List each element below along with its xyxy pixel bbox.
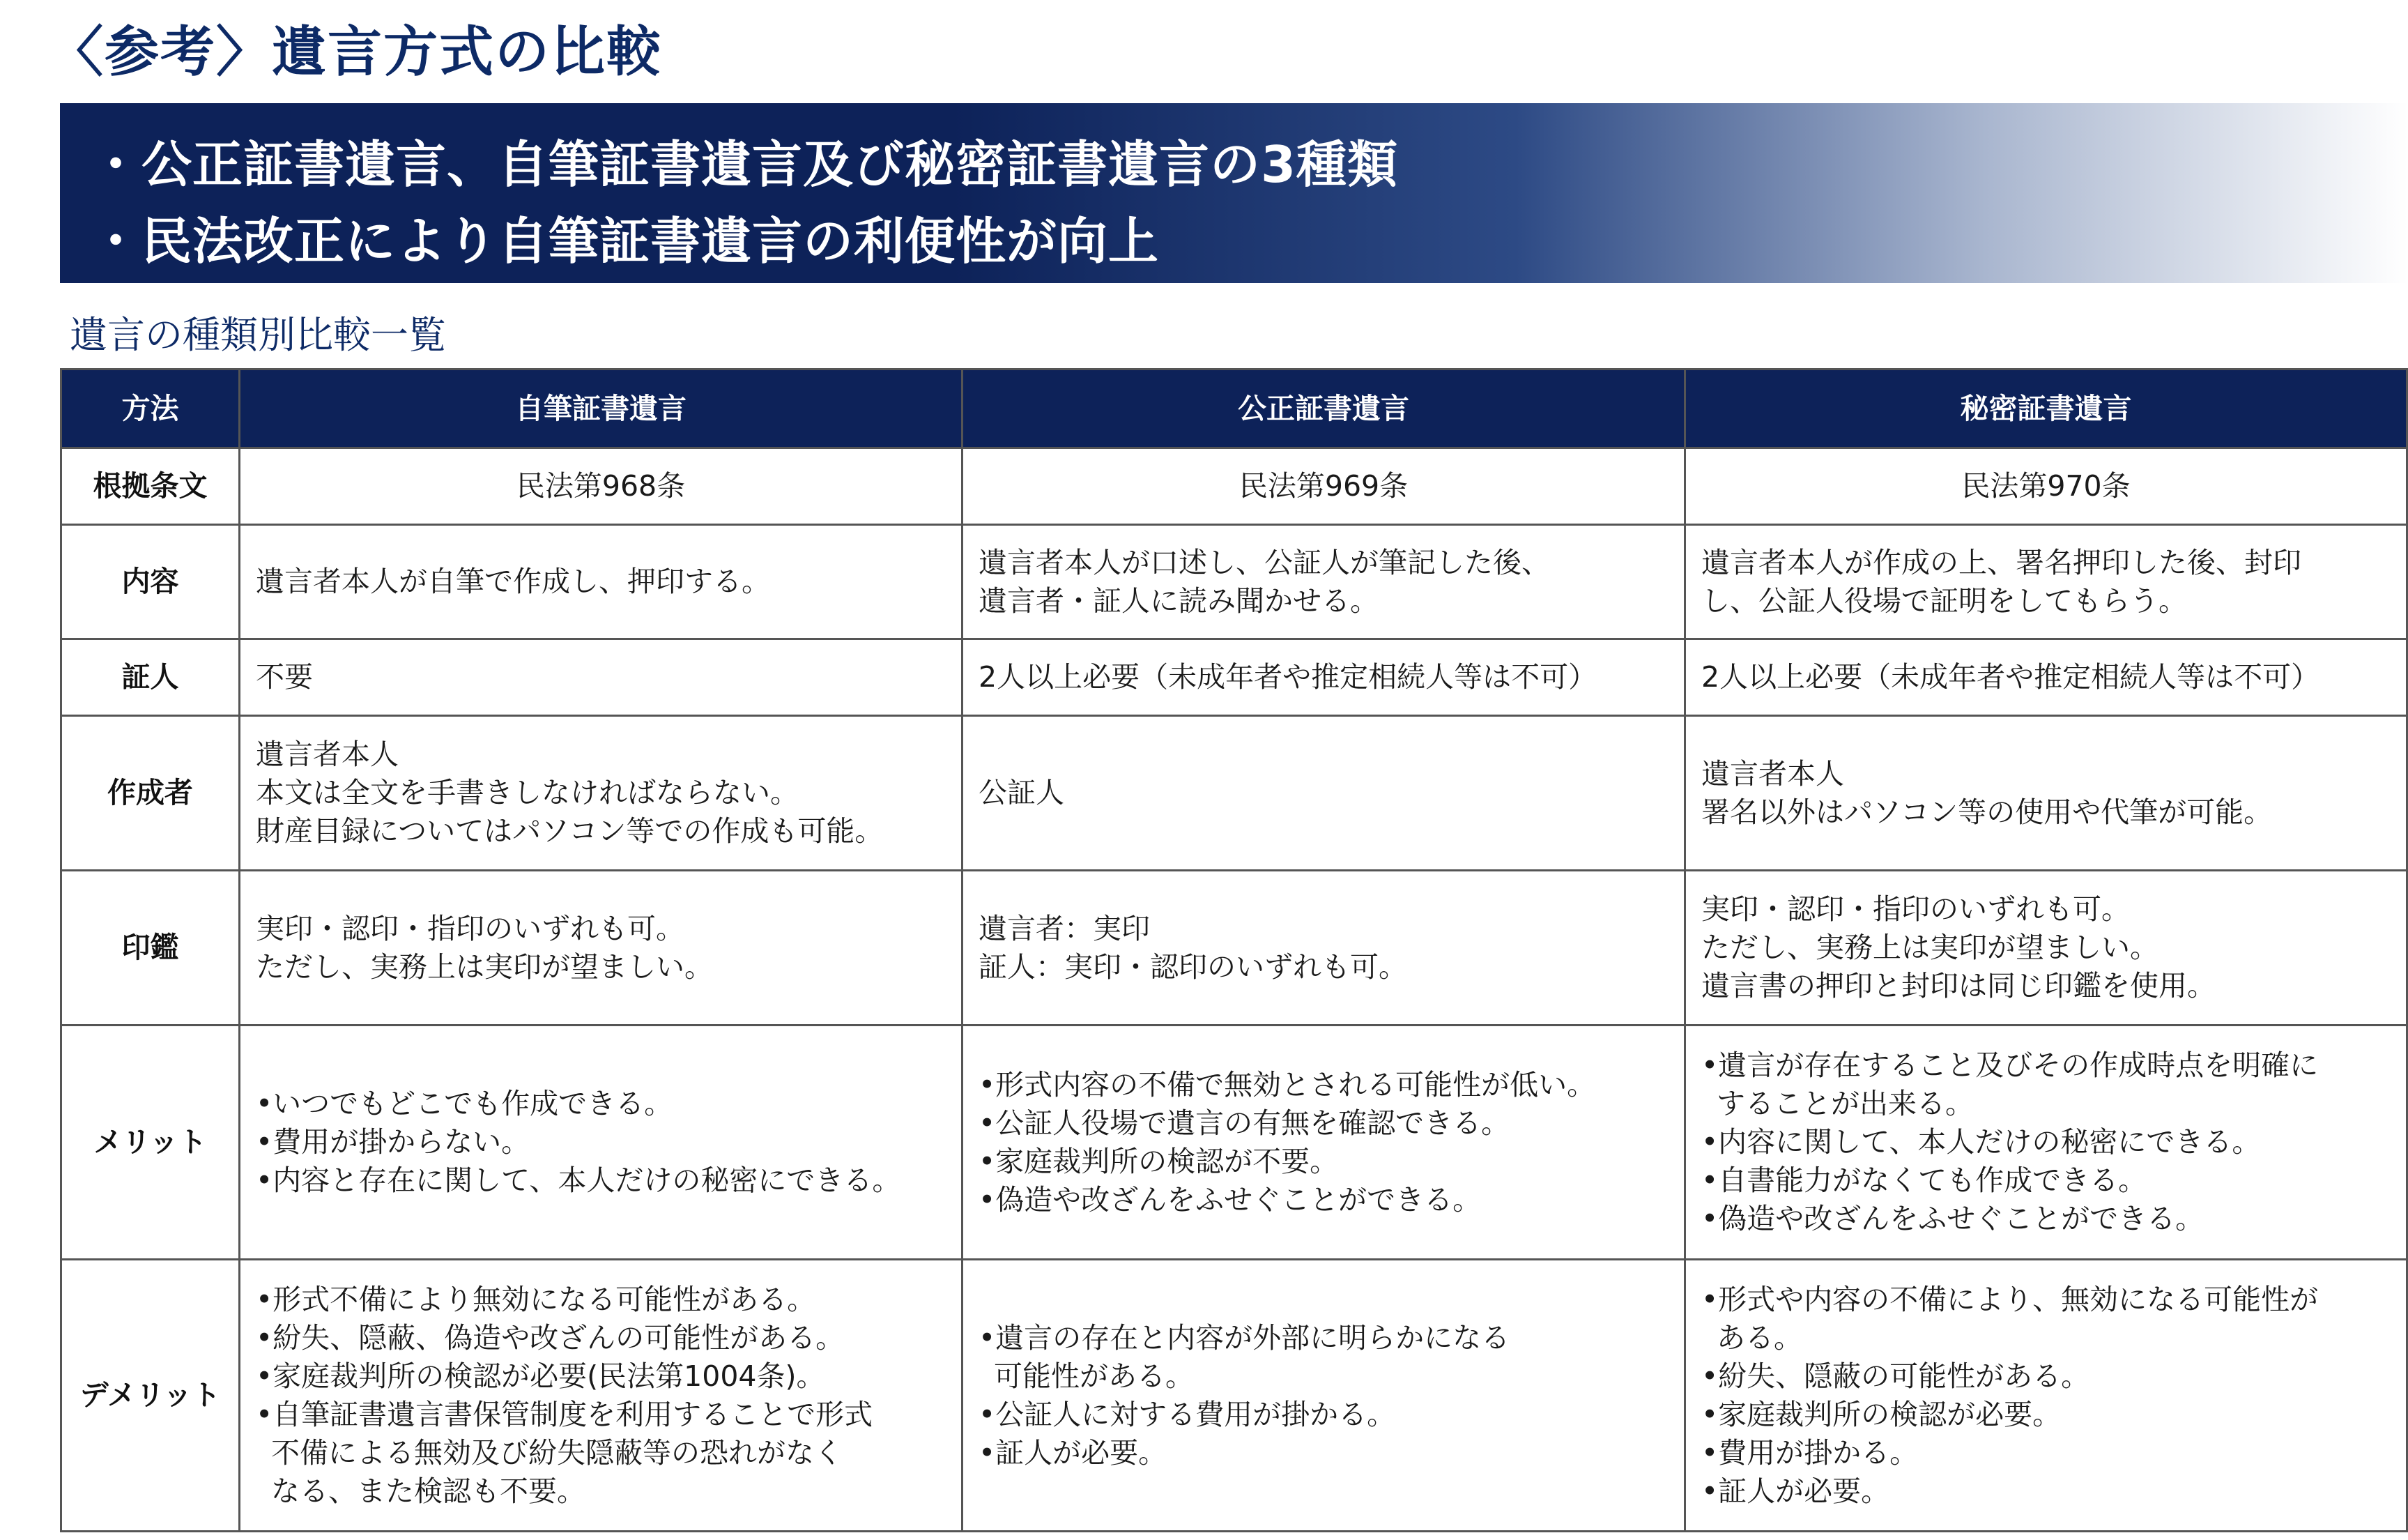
comparison-table [60, 368, 2408, 1532]
cell-secret [1685, 871, 2407, 1026]
banner-line-2: ・民法改正により自筆証書遺言の利便性が向上 [91, 212, 1160, 270]
cell-text-line: •費用が掛からない。 [256, 1125, 530, 1159]
table-header-row [61, 369, 2407, 448]
cell-text-line: •いつでもどこでも作成できる。 [256, 1087, 673, 1120]
cell-text-line: 実印・認印・指印のいずれも可。 [1701, 892, 2130, 926]
cell-text-line: •遺言が存在すること及びその作成時点を明確に [1701, 1049, 2319, 1082]
table-row [61, 639, 2407, 716]
header-method: 方法 [61, 369, 240, 448]
cell-text-line: 遺言書の押印と封印は同じ印鑑を使用。 [1701, 969, 2216, 1002]
header-notarial: 公正証書遺言 [963, 369, 1685, 448]
cell-holographic [240, 1260, 963, 1532]
cell-text-line: •家庭裁判所の検認が必要。 [1701, 1397, 2062, 1431]
cell-secret [1685, 448, 2407, 525]
cell-text-line: 民法第970条 [1961, 469, 2131, 503]
banner-line-1: ・公正証書遺言、自筆証書遺言及び秘密証書遺言の3種類 [91, 135, 1399, 194]
cell-text-line: •費用が掛かる。 [1701, 1435, 1919, 1470]
cell-notarial [963, 1026, 1685, 1260]
cell-text-line: し、公証人役場で証明をしてもらう。 [1701, 584, 2187, 618]
row-label: 内容 [61, 525, 240, 639]
cell-text-line: •証人が必要。 [1701, 1474, 1890, 1508]
cell-secret [1685, 1026, 2407, 1260]
cell-text-line: 遺言者・証人に読み聞かせる。 [979, 584, 1379, 618]
cell-notarial [963, 1260, 1685, 1532]
page-title: 〈参考〉遺言方式の比較 [49, 21, 663, 84]
row-label: 根拠条文 [61, 448, 240, 525]
cell-text-line: 遺言者本人 [256, 738, 399, 771]
cell-text-line: 2人以上必要（未成年者や推定相続人等は不可） [1701, 660, 2320, 694]
cell-holographic [240, 871, 963, 1026]
cell-text-line: 遺言者本人が作成の上、署名押印した後、封印 [1701, 545, 2301, 579]
cell-text-line: ある。 [1717, 1320, 1802, 1355]
cell-text-line: 遺言者本人が口述し、公証人が筆記した後、 [979, 545, 1550, 579]
cell-text-line: •家庭裁判所の検認が必要(民法第1004条)。 [256, 1359, 825, 1393]
cell-text-line: 不要 [256, 660, 313, 694]
cell-text-line: 2人以上必要（未成年者や推定相続人等は不可） [979, 660, 1597, 694]
cell-text-line: •形式や内容の不備により、無効になる可能性が [1701, 1282, 2319, 1316]
cell-text-line: 遺言者本人が自筆で作成し、押印する。 [256, 565, 770, 598]
table-row [61, 448, 2407, 525]
cell-text-line: 民法第969条 [1238, 469, 1409, 503]
cell-text-line: •偽造や改ざんをふせぐことができる。 [1701, 1202, 2204, 1235]
row-label: デメリット [61, 1260, 240, 1532]
row-label: メリット [61, 1026, 240, 1260]
cell-holographic [240, 525, 963, 639]
cell-text-line: •紛失、隠蔽の可能性がある。 [1701, 1359, 2090, 1393]
cell-text-line: 実印・認印・指印のいずれも可。 [256, 911, 684, 945]
table-row [61, 525, 2407, 639]
row-label: 証人 [61, 639, 240, 716]
cell-text-line: •公証人役場で遺言の有無を確認できる。 [979, 1106, 1510, 1140]
cell-text-line: ただし、実務上は実印が望ましい。 [1701, 931, 2158, 964]
cell-notarial [963, 716, 1685, 871]
summary-banner [60, 103, 2408, 283]
cell-text-line: •紛失、隠蔽、偽造や改ざんの可能性がある。 [256, 1320, 845, 1355]
cell-text-line: •証人が必要。 [979, 1435, 1167, 1470]
cell-text-line: •自筆証書遺言書保管制度を利用することで形式 [256, 1397, 873, 1431]
cell-text-line: 財産目録についてはパソコン等での作成も可能。 [256, 814, 884, 848]
cell-text-line: 可能性がある。 [994, 1359, 1194, 1393]
cell-text-line: ただし、実務上は実印が望ましい。 [256, 950, 713, 984]
header-secret: 秘密証書遺言 [1685, 369, 2407, 448]
cell-text-line: •遺言の存在と内容が外部に明らかになる [979, 1320, 1510, 1355]
cell-secret [1685, 639, 2407, 716]
table-row [61, 1260, 2407, 1532]
cell-secret [1685, 716, 2407, 871]
cell-text-line: することが出来る。 [1717, 1087, 1974, 1120]
cell-secret [1685, 1260, 2407, 1532]
table-row [61, 871, 2407, 1026]
cell-holographic [240, 448, 963, 525]
cell-notarial [963, 639, 1685, 716]
cell-holographic [240, 639, 963, 716]
cell-secret [1685, 525, 2407, 639]
header-holographic: 自筆証書遺言 [240, 369, 963, 448]
cell-notarial [963, 871, 1685, 1026]
cell-text-line: •家庭裁判所の検認が不要。 [979, 1144, 1339, 1178]
cell-text-line: 証人：実印・認印のいずれも可。 [979, 950, 1407, 984]
table-title: 遺言の種類別比較一覧 [70, 313, 446, 357]
cell-text-line: なる、また検認も不要。 [271, 1474, 585, 1508]
cell-text-line: •偽造や改ざんをふせぐことができる。 [979, 1182, 1482, 1217]
cell-text-line: 遺言者：実印 [979, 911, 1150, 945]
cell-text-line: 不備による無効及び紛失隠蔽等の恐れがなく [271, 1435, 843, 1470]
cell-text-line: •内容に関して、本人だけの秘密にできる。 [1701, 1125, 2261, 1159]
cell-holographic [240, 1026, 963, 1260]
table-row [61, 1026, 2407, 1260]
cell-notarial [963, 448, 1685, 525]
row-label: 印鑑 [61, 871, 240, 1026]
cell-text-line: •公証人に対する費用が掛かる。 [979, 1397, 1396, 1431]
cell-text-line: •形式不備により無効になる可能性がある。 [256, 1282, 816, 1316]
cell-notarial [963, 525, 1685, 639]
cell-text-line: 本文は全文を手書きしなければならない。 [256, 776, 799, 809]
cell-text-line: 署名以外はパソコン等の使用や代筆が可能。 [1701, 795, 2273, 829]
cell-text-line: •自書能力がなくても作成できる。 [1701, 1164, 2147, 1197]
cell-text-line: 公証人 [979, 776, 1064, 809]
cell-holographic [240, 716, 963, 871]
cell-text-line: •形式内容の不備で無効とされる可能性が低い。 [979, 1067, 1596, 1101]
table-row [61, 716, 2407, 871]
row-label: 作成者 [61, 716, 240, 871]
cell-text-line: 遺言者本人 [1701, 756, 1844, 791]
cell-text-line: 民法第968条 [516, 469, 686, 503]
cell-text-line: •内容と存在に関して、本人だけの秘密にできる。 [256, 1164, 901, 1197]
